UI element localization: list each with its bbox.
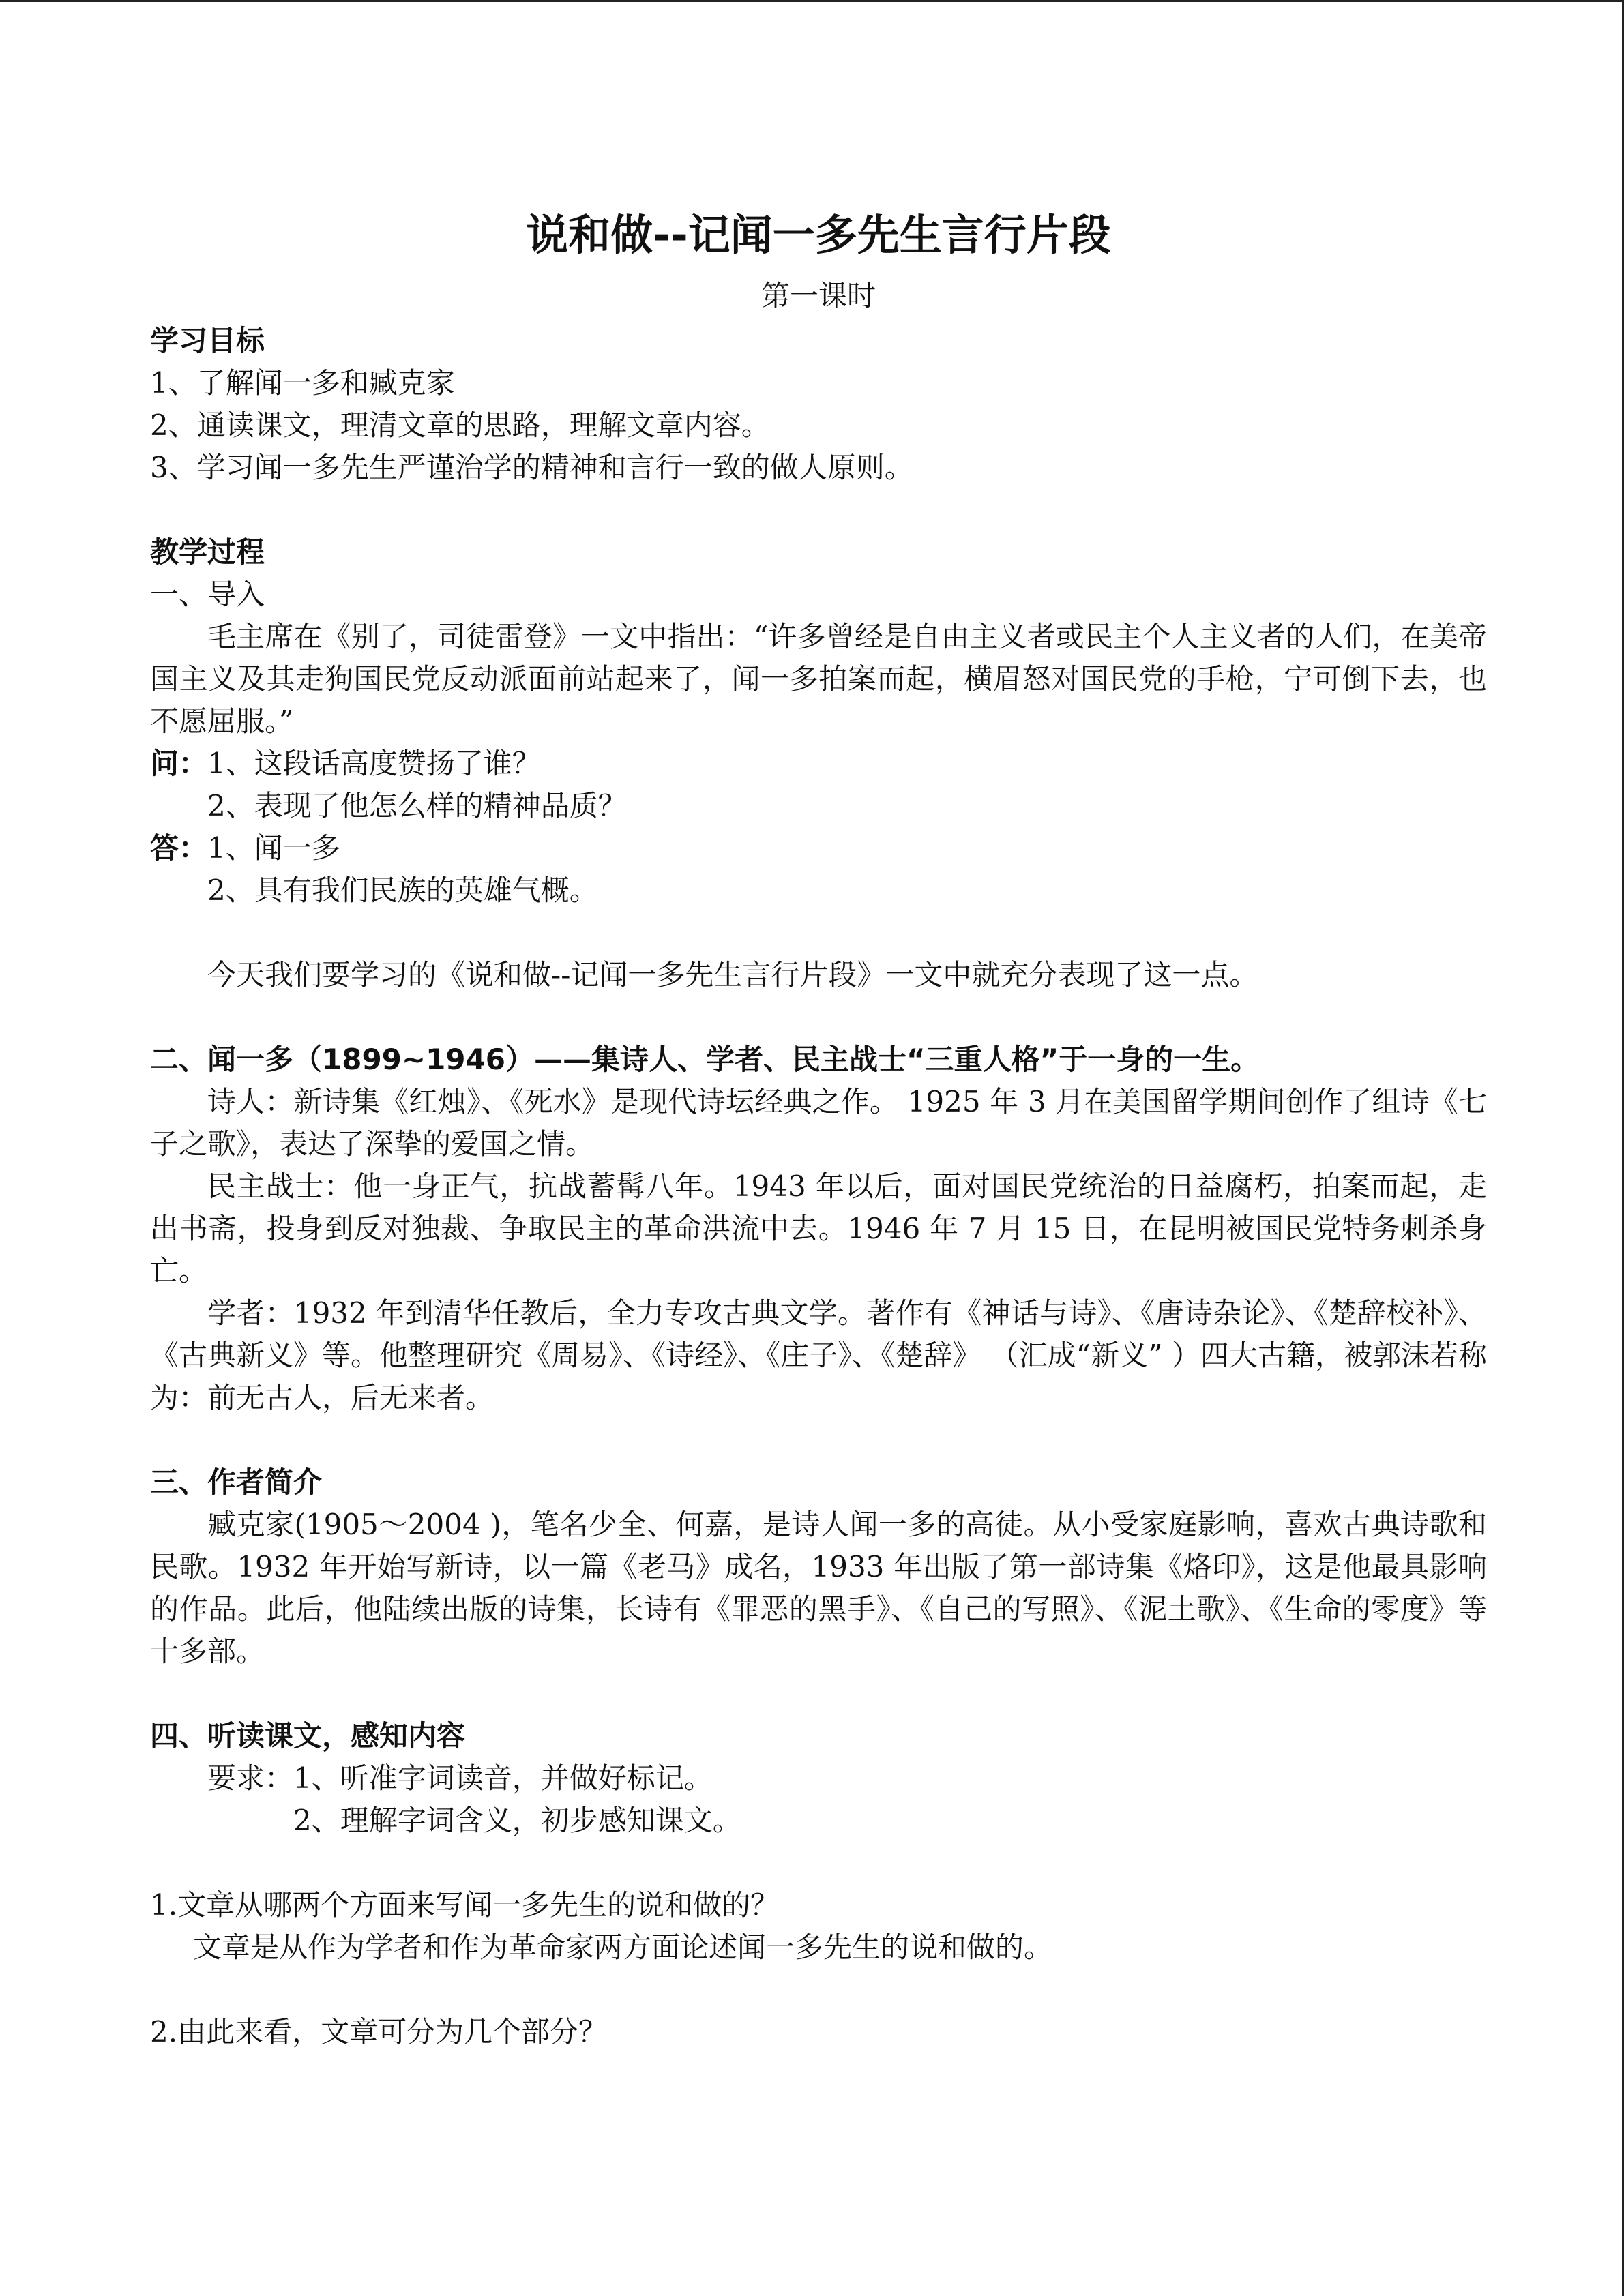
requirement-item: 要求：1、听准字词读音，并做好标记。 — [207, 1761, 713, 1795]
question-item: 1、这段话高度赞扬了谁？ — [207, 747, 541, 780]
spacer — [150, 1842, 1487, 1884]
answer-label: 答： — [150, 831, 208, 865]
poet-paragraph: 诗人：新诗集《红烛》、《死水》是现代诗坛经典之作。 1925 年 3 月在美国留学期间创作了组诗《七子之歌》，表达了深挚的爱国之情。 — [150, 1085, 1487, 1161]
intro-heading: 一、导入 — [150, 578, 265, 611]
goal-item: 2、通读课文，理清文章的思路，理解文章内容。 — [150, 408, 770, 442]
spacer — [150, 1969, 1487, 2011]
question-item: 2、表现了他怎么样的精神品质？ — [207, 789, 627, 822]
spacer — [150, 1673, 1487, 1715]
fighter-paragraph: 民主战士：他一身正气，抗战蓄髯八年。1943 年以后，面对国民党统治的日益腐朽，拍案而起，走出书斋，投身到反对独裁、争取民主的革命洪流中去。1946 年 7 月 15 日，在昆明被国民党特务刺杀身亡。 — [150, 1169, 1487, 1287]
spacer — [150, 996, 1487, 1039]
question-1: 1.文章从哪两个方面来写闻一多先生的说和做的？ — [150, 1888, 780, 1922]
answer-line — [150, 827, 1487, 869]
scholar-paragraph: 学者：1932 年到清华任教后，全力专攻古典文学。著作有《神话与诗》、《唐诗杂论》、《楚辞校补》、《古典新义》等。他整理研究《周易》、《诗经》、《庄子》、《楚辞》 （汇成“新义” ）四大古籍，被郭沫若称为：前无古人，后无来者。 — [150, 1296, 1487, 1414]
section2-heading: 二、闻一多（1899~1946）——集诗人、学者、民主战士“三重人格”于一身的一生。 — [150, 1043, 1260, 1076]
goal-item: 3、学习闻一多先生严谨治学的精神和言行一致的做人原则。 — [150, 451, 913, 484]
answer-1: 文章是从作为学者和作为革命家两方面论述闻一多先生的说和做的。 — [193, 1930, 1053, 1964]
spacer — [150, 489, 1487, 531]
question-label: 问： — [150, 747, 208, 780]
document-page — [150, 208, 1487, 2053]
transition-paragraph: 今天我们要学习的《说和做--记闻一多先生言行片段》一文中就充分表现了这一点。 — [207, 958, 1258, 992]
spacer — [150, 1419, 1487, 1461]
lesson-subtitle: 第一课时 — [761, 279, 876, 312]
question-2: 2.由此来看，文章可分为几个部分？ — [150, 2015, 608, 2048]
process-heading: 教学过程 — [150, 535, 265, 569]
goals-heading: 学习目标 — [150, 324, 265, 357]
question-line — [150, 743, 1487, 785]
page-border-top — [0, 0, 1624, 2]
goal-item: 1、了解闻一多和臧克家 — [150, 366, 455, 400]
intro-paragraph: 毛主席在《别了，司徒雷登》一文中指出：“许多曾经是自由主义者或民主个人主义者的人们，在美帝国主义及其走狗国民党反动派面前站起来了，闻一多拍案而起，横眉怒对国民党的手枪，宁可倒下去，也不愿屈服。” — [150, 620, 1487, 738]
section3-heading: 三、作者简介 — [150, 1465, 323, 1499]
answer-item: 2、具有我们民族的英雄气概。 — [207, 874, 598, 907]
document-title: 说和做--记闻一多先生言行片段 — [526, 210, 1111, 260]
author-paragraph: 臧克家(1905～2004 )，笔名少全、何嘉，是诗人闻一多的高徒。从小受家庭影响，喜欢古典诗歌和民歌。1932 年开始写新诗，以一篇《老马》成名，1933 年出版了第一部诗集《烙印》，这是他最具影响的作品。此后，他陆续出版的诗集，长诗有《罪恶的黑手》、《自己的写照》、《泥土歌》、《生命的零度》等十多部。 — [150, 1508, 1487, 1668]
section4-heading: 四、听读课文，感知内容 — [150, 1719, 466, 1753]
spacer — [150, 912, 1487, 954]
answer-item: 1、闻一多 — [207, 831, 340, 865]
requirement-item: 2、理解字词含义，初步感知课文。 — [293, 1804, 741, 1837]
